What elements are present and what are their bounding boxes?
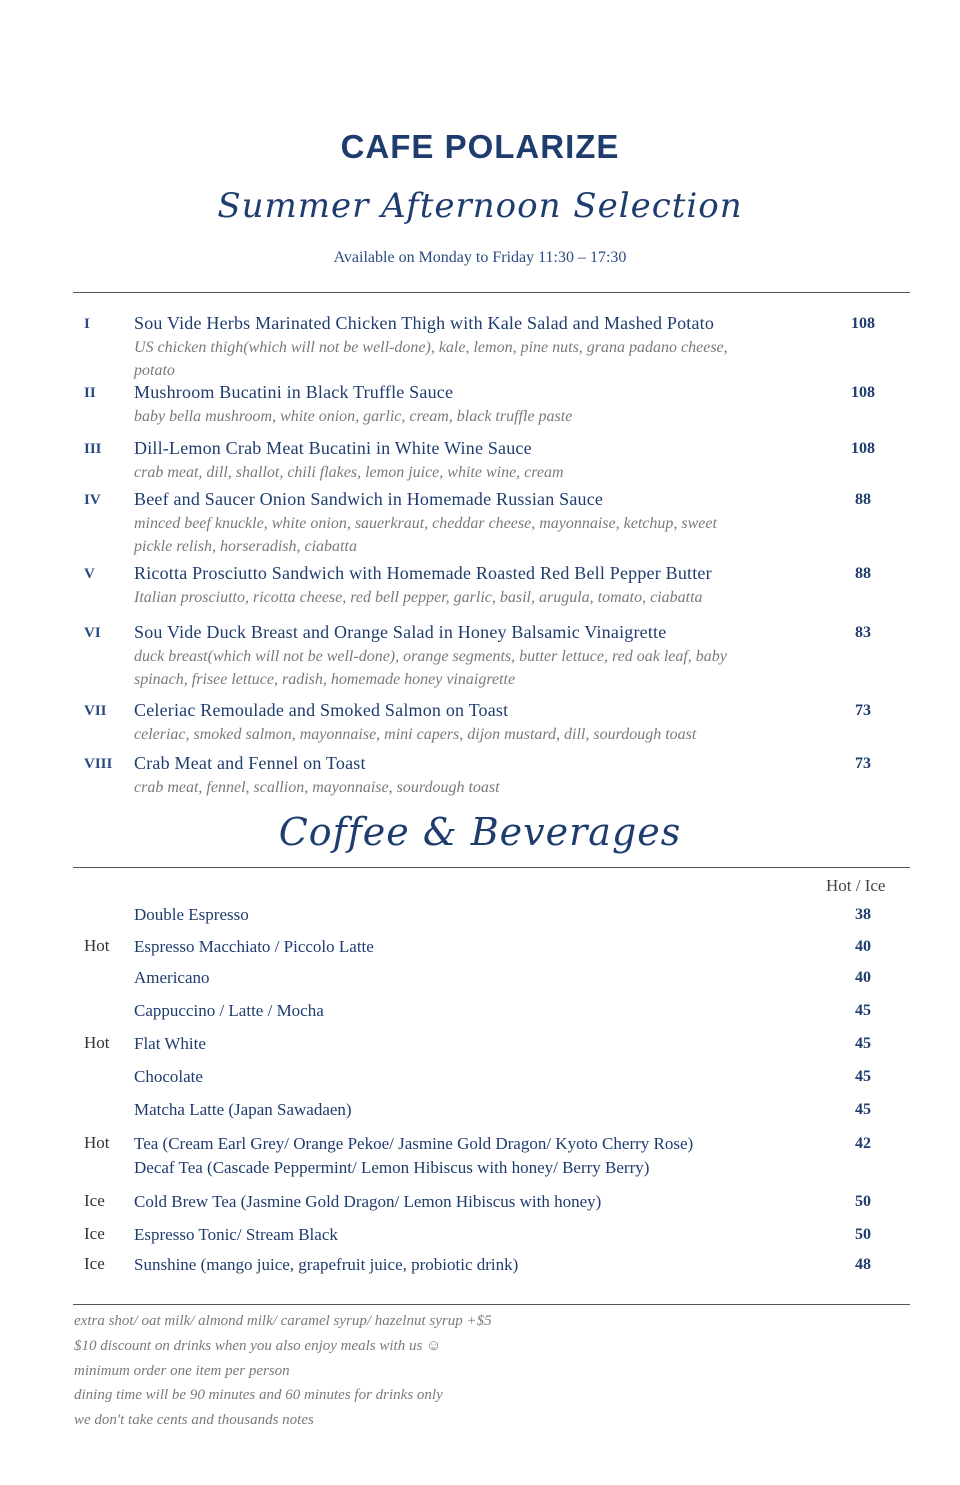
dish-name: Celeriac Remoulade and Smoked Salmon on Toast [134, 700, 509, 720]
availability-text: Available on Monday to Friday 11:30 – 17:30 [333, 249, 627, 266]
divider [73, 292, 910, 293]
beverages-column-header: Hot / Ice [826, 876, 886, 895]
dish-name: Mushroom Bucatini in Black Truffle Sauce [134, 382, 454, 402]
beverage-name: Double Espresso [134, 905, 249, 924]
beverage-name: Americano [134, 968, 210, 987]
note-line: minimum order one item per person [74, 1362, 290, 1379]
beverage-tag: Ice [84, 1191, 105, 1210]
beverage-tag: Ice [84, 1254, 105, 1273]
dish-name: Ricotta Prosciutto Sandwich with Homemade Roasted Red Bell Pepper Butter [134, 563, 712, 583]
beverage-price: 45 [855, 1068, 871, 1085]
beverage-name: Espresso Tonic/ Stream Black [134, 1225, 338, 1244]
beverage-price: 40 [855, 938, 871, 955]
footer-notes [74, 1309, 492, 1433]
dish-description: crab meat, dill, shallot, chili flakes, lemon juice, white wine, cream [134, 464, 564, 481]
note-line: we don't take cents and thousands notes [74, 1412, 314, 1429]
beverage-price: 40 [855, 969, 871, 986]
dish-description: baby bella mushroom, white onion, garlic, cream, black truffle paste [134, 408, 573, 425]
dish-price: 108 [851, 384, 875, 401]
beverage-tag: Ice [84, 1224, 105, 1243]
beverage-name: Sunshine (mango juice, grapefruit juice, probiotic drink) [134, 1255, 519, 1274]
beverage-price: 50 [855, 1193, 871, 1210]
note-line: dining time will be 90 minutes and 60 minutes for drinks only [74, 1387, 443, 1404]
beverage-name-secondary: Decaf Tea (Cascade Peppermint/ Lemon Hibiscus with honey/ Berry Berry) [134, 1158, 650, 1177]
dish-description: duck breast(which will not be well-done), orange segments, butter lettuce, red oak leaf, baby spinach, frisee lettuce, radish, homemade honey vinaigrette [134, 648, 727, 688]
dish-description: minced beef knuckle, white onion, sauerkraut, cheddar cheese, mayonnaise, ketchup, sweet pickle relish, horseradish, ciabatta [134, 515, 717, 555]
dish-price: 88 [855, 491, 871, 508]
dish-name: Sou Vide Herbs Marinated Chicken Thigh with Kale Salad and Mashed Potato [134, 313, 715, 333]
dish-number: I [84, 316, 90, 332]
dish-description: US chicken thigh(which will not be well-done), kale, lemon, pine nuts, grana padano cheese, potato [134, 339, 728, 379]
dish-price: 73 [855, 755, 871, 772]
beverage-price: 38 [855, 906, 871, 923]
beverage-tag: Hot [84, 1133, 110, 1152]
beverage-price: 45 [855, 1002, 871, 1019]
dish-number: V [84, 566, 95, 582]
dish-price: 108 [851, 440, 875, 457]
beverage-name: Tea (Cream Earl Grey/ Orange Pekoe/ Jasmine Gold Dragon/ Kyoto Cherry Rose) [134, 1134, 694, 1153]
beverage-name: Cold Brew Tea (Jasmine Gold Dragon/ Lemon Hibiscus with honey) [134, 1192, 602, 1211]
beverage-price: 48 [855, 1256, 871, 1273]
dish-name: Sou Vide Duck Breast and Orange Salad in Honey Balsamic Vinaigrette [134, 622, 667, 642]
beverage-name: Cappuccino / Latte / Mocha [134, 1001, 324, 1020]
dish-name: Crab Meat and Fennel on Toast [134, 753, 366, 773]
divider [73, 867, 910, 868]
dish-description: celeriac, smoked salmon, mayonnaise, mini capers, dijon mustard, dill, sourdough toast [134, 726, 697, 743]
beverage-tag: Hot [84, 936, 110, 955]
dish-number: II [84, 385, 96, 401]
beverages-title: Coffee & Beverages [278, 810, 682, 854]
dish-name: Beef and Saucer Onion Sandwich in Homemade Russian Sauce [134, 489, 604, 509]
dish-price: 73 [855, 702, 871, 719]
beverage-price: 50 [855, 1226, 871, 1243]
menu-subtitle: Summer Afternoon Selection [217, 186, 743, 226]
note-line: extra shot/ oat milk/ almond milk/ caramel syrup/ hazelnut syrup +$5 [74, 1313, 492, 1329]
dish-number: VIII [84, 756, 113, 772]
dish-number: IV [84, 492, 101, 508]
beverage-name: Flat White [134, 1034, 206, 1053]
note-line: $10 discount on drinks when you also enjoy meals with us ☺ [74, 1337, 442, 1354]
dish-description: Italian prosciutto, ricotta cheese, red bell pepper, garlic, basil, arugula, tomato, ciabatta [134, 589, 703, 606]
dish-description: crab meat, fennel, scallion, mayonnaise, sourdough toast [134, 779, 500, 796]
beverage-price: 45 [855, 1101, 871, 1118]
dish-number: VI [84, 625, 101, 641]
dish-number: III [84, 441, 102, 457]
beverage-price: 42 [855, 1135, 871, 1152]
dish-price: 88 [855, 565, 871, 582]
beverage-name: Matcha Latte (Japan Sawadaen) [134, 1100, 352, 1119]
beverage-name: Espresso Macchiato / Piccolo Latte [134, 937, 374, 956]
dish-price: 108 [851, 315, 875, 332]
dish-price: 83 [855, 624, 871, 641]
brand-title: CAFE POLARIZE [340, 128, 620, 165]
dish-number: VII [84, 703, 107, 719]
beverage-tag: Hot [84, 1033, 110, 1052]
beverage-name: Chocolate [134, 1067, 203, 1086]
beverage-price: 45 [855, 1035, 871, 1052]
divider [73, 1304, 910, 1305]
dish-name: Dill-Lemon Crab Meat Bucatini in White Wine Sauce [134, 438, 532, 458]
